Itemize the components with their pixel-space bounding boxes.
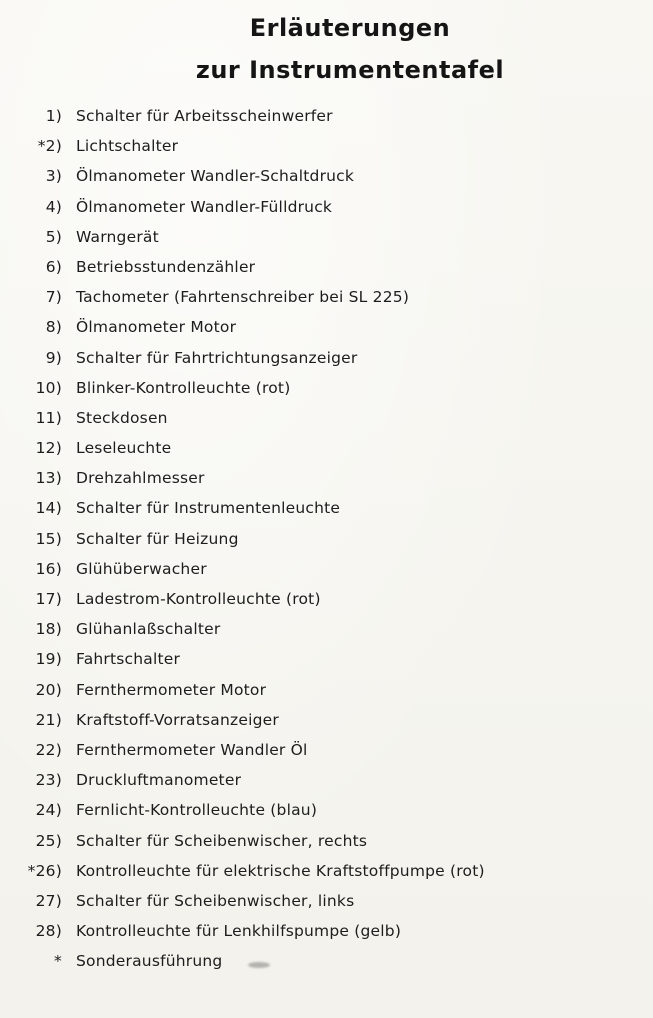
item-text: Schalter für Instrumentenleuchte <box>76 499 341 518</box>
list-item <box>0 131 653 161</box>
item-text: Ölmanometer Wandler-Schaltdruck <box>76 167 355 186</box>
item-text: Fernthermometer Wandler Öl <box>76 740 308 759</box>
list-item <box>0 343 653 373</box>
item-number: 19) <box>35 650 62 669</box>
list-item <box>0 433 653 463</box>
list-item <box>0 584 653 614</box>
item-text: Schalter für Scheibenwischer, links <box>76 891 355 910</box>
list-item <box>0 252 653 282</box>
item-text: Drehzahlmesser <box>76 469 205 488</box>
item-text: Kontrolleuchte für elektrische Kraftstoffpumpe (rot) <box>76 861 485 880</box>
item-number: *26) <box>27 861 62 880</box>
legend-list <box>0 101 653 976</box>
list-item <box>0 222 653 252</box>
item-number: 5) <box>45 227 62 246</box>
item-number: 18) <box>35 620 62 639</box>
list-item <box>0 795 653 825</box>
item-text: Ölmanometer Wandler-Fülldruck <box>76 197 333 216</box>
item-text: Warngerät <box>76 227 159 246</box>
list-item <box>0 282 653 312</box>
item-text: Ölmanometer Motor <box>76 318 237 337</box>
item-text: Leseleuchte <box>76 439 172 458</box>
item-text: Ladestrom-Kontrolleuchte (rot) <box>76 590 321 608</box>
item-text: Sonderausführung <box>76 952 223 971</box>
item-number: 15) <box>35 529 62 548</box>
list-item <box>0 493 653 523</box>
list-item <box>0 916 653 946</box>
item-text: Schalter für Fahrtrichtungsanzeiger <box>76 348 358 367</box>
item-text: Blinker-Kontrolleuchte (rot) <box>76 378 291 397</box>
item-text: Druckluftmanometer <box>76 771 242 790</box>
list-item <box>0 826 653 856</box>
list-item <box>0 192 653 222</box>
item-number: * <box>54 952 62 971</box>
list-item <box>0 675 653 705</box>
item-text: Glühanlaßschalter <box>76 620 221 639</box>
page-title-line-2: zur Instrumententafel <box>195 56 505 84</box>
item-text: Fahrtschalter <box>76 650 181 669</box>
list-item <box>0 886 653 916</box>
list-item <box>0 101 653 131</box>
item-number: *2) <box>37 137 62 156</box>
item-text: Schalter für Scheibenwischer, rechts <box>76 831 368 850</box>
item-number: 13) <box>35 469 62 488</box>
item-number: 22) <box>35 740 62 759</box>
item-text: Glühüberwacher <box>76 559 207 578</box>
list-item <box>0 735 653 765</box>
list-item <box>0 946 653 976</box>
list-item <box>0 161 653 191</box>
item-number: 14) <box>35 499 62 518</box>
list-item <box>0 644 653 674</box>
item-number: 23) <box>35 771 62 790</box>
item-number: 21) <box>35 710 62 729</box>
item-text: Fernlicht-Kontrolleuchte (blau) <box>76 801 318 820</box>
item-text: Fernthermometer Motor <box>76 680 267 699</box>
item-text: Lichtschalter <box>76 137 179 156</box>
item-number: 1) <box>45 107 62 125</box>
item-text: Tachometer (Fahrtenschreiber bei SL 225) <box>76 288 410 307</box>
item-text: Steckdosen <box>76 408 168 427</box>
list-item <box>0 856 653 886</box>
list-item <box>0 765 653 795</box>
item-number: 25) <box>35 831 62 850</box>
item-number: 7) <box>45 288 62 307</box>
list-item <box>0 614 653 644</box>
list-item <box>0 524 653 554</box>
list-item <box>0 312 653 342</box>
list-item <box>0 373 653 403</box>
page-title-line-1: Erläuterungen <box>249 14 451 42</box>
item-number: 8) <box>45 318 62 337</box>
item-number: 28) <box>35 922 62 941</box>
item-text: Schalter für Arbeitsscheinwerfer <box>76 107 333 125</box>
item-text: Betriebsstundenzähler <box>76 257 256 276</box>
list-item <box>0 554 653 584</box>
item-number: 10) <box>35 378 62 397</box>
item-text: Schalter für Heizung <box>76 529 239 548</box>
item-number: 9) <box>45 348 62 367</box>
item-number: 12) <box>35 439 62 458</box>
item-number: 16) <box>35 559 62 578</box>
item-number: 11) <box>35 408 62 427</box>
ink-smudge <box>248 962 270 968</box>
item-text: Kraftstoff-Vorratsanzeiger <box>76 710 279 729</box>
item-text: Kontrolleuchte für Lenkhilfspumpe (gelb) <box>76 922 402 941</box>
list-item <box>0 463 653 493</box>
item-number: 3) <box>45 167 62 186</box>
list-item <box>0 705 653 735</box>
item-number: 20) <box>35 680 62 699</box>
item-number: 4) <box>45 197 62 216</box>
item-number: 24) <box>35 801 62 820</box>
item-number: 27) <box>35 891 62 910</box>
list-item <box>0 403 653 433</box>
item-number: 17) <box>35 590 62 608</box>
item-number: 6) <box>45 257 62 276</box>
